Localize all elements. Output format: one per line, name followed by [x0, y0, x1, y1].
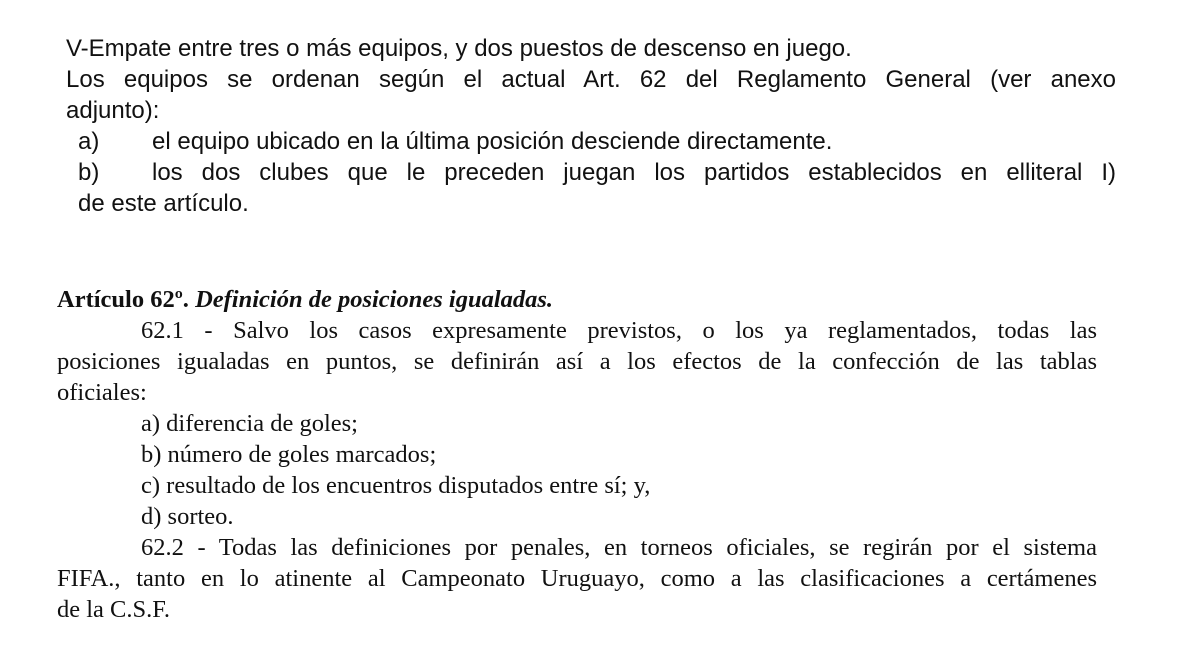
- paragraph-line: Los equipos se ordenan según el actual Art. 62 del Reglamento General (ver anexo: [66, 66, 1116, 93]
- paragraph-line: de la C.S.F.: [57, 596, 171, 623]
- list-item-b: [66, 157, 1116, 188]
- list-item: b) número de goles marcados;: [141, 441, 437, 468]
- top-section: [66, 33, 1116, 219]
- list-item: d) sorteo.: [141, 503, 234, 530]
- paragraph-line: 62.2 - Todas las definiciones por penales, en torneos oficiales, se regirán por el sistema: [141, 534, 1097, 561]
- paragraph-line: FIFA., tanto en lo atinente al Campeonato Uruguayo, como a las clasificaciones a certámenes: [57, 565, 1097, 592]
- article-subtitle: Definición de posiciones igualadas.: [195, 286, 554, 313]
- list-item-a: [66, 126, 1116, 157]
- paragraph-line: 62.1 - Salvo los casos expresamente previstos, o los ya reglamentados, todas las: [141, 317, 1097, 344]
- list-item-continuation: de este artículo.: [78, 190, 249, 217]
- list-item: c) resultado de los encuentros disputados entre sí; y,: [141, 472, 651, 499]
- article-62: [57, 284, 1097, 625]
- paragraph-line: oficiales:: [57, 379, 147, 406]
- list-marker: b): [78, 159, 100, 186]
- list-item-text: los dos clubes que le preceden juegan los partidos establecidos en elliteral I): [152, 159, 1116, 186]
- article-title: [57, 284, 1097, 315]
- paragraph-line: posiciones igualadas en puntos, se definirán así a los efectos de la confección de las tablas: [57, 348, 1097, 375]
- list-item-text: el equipo ubicado en la última posición desciende directamente.: [152, 128, 833, 155]
- article-number: Artículo 62º.: [57, 286, 189, 313]
- section-heading: V-Empate entre tres o más equipos, y dos puestos de descenso en juego.: [66, 35, 852, 62]
- list-item: a) diferencia de goles;: [141, 410, 358, 437]
- list-marker: a): [78, 128, 100, 155]
- paragraph-line: adjunto):: [66, 97, 160, 124]
